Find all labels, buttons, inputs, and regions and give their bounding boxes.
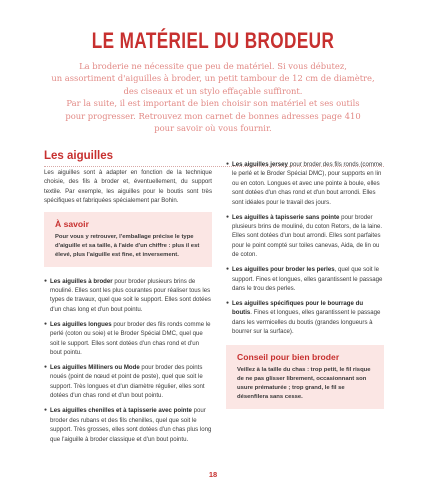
right-column <box>226 160 384 419</box>
section-intro-text: Les aiguilles sont à adapter en fonction de la technique choisie, des fils à broder et, éventuellement, du support textile. Par exemple, les aiguilles pour le boutis sont très spécifiques et fabriquées spécialement par Bohin. <box>44 169 212 205</box>
list-item <box>44 406 212 444</box>
item-term: Les aiguilles longues <box>50 320 112 328</box>
bullet-icon: ● <box>226 161 230 167</box>
note-a-savoir <box>44 212 212 267</box>
intro-paragraph <box>48 60 378 134</box>
intro-line: des ciseaux et un stylo effaçable suffiront. <box>123 85 303 96</box>
item-text: pour broder plusieurs brins de mouliné, du coton Retors, de la laine. Elles sont dotées d'un bout arrondi. Elles sont parfaites pour le point compté sur toiles canevas, Aida, de lin ou de coton. <box>232 213 383 259</box>
note-title: À savoir <box>55 218 89 229</box>
intro-line: pour progresser. Retrouvez mon carnet de bonnes adresses page 410 <box>65 110 361 121</box>
bullet-icon: ● <box>226 266 230 273</box>
list-item <box>44 277 212 315</box>
note-title: Conseil pour bien broder <box>237 351 340 362</box>
item-text: pour broder des points noués (point de nœud et point de poste), quel que soit le support. Très longues et d'un diamètre régulier, elles sont dotées d'un chas rond et d'un bout pointu. <box>50 364 205 400</box>
page-title: LE MATÉRIEL DU BRODEUR <box>91 28 335 53</box>
item-text: pour broder des fils ronds (comme le perlé et le Broder Spécial DMC), pour supports en lin ou en coton. Longues et avec une pointe à boule, elles sont dotées d'un chas rond et d'un bout arrondi. Elles sont idéales pour le travail des jours. <box>232 161 383 206</box>
bullet-icon: ● <box>44 277 48 284</box>
item-text: pour broder plusieurs brins de mouliné. Elles sont les plus courantes pour réaliser tous les types de travaux, quel que soit le support. Elles sont dotées d'un chas long et d'un bout pointu. <box>50 277 211 313</box>
intro-line: Par la suite, il est important de bien choisir son matériel et ses outils <box>66 98 360 109</box>
intro-line: pour savoir où vous fournir. <box>154 123 272 134</box>
item-text: . Fines et longues, elles garantissent le passage dans les vermicelles du boutis (grandes longueurs à bourrer sur la surface). <box>232 309 381 336</box>
bullet-icon: ● <box>226 300 230 307</box>
left-column <box>44 168 212 450</box>
list-item <box>44 320 212 358</box>
item-text: , quel que soit le support. Fines et longues, elles garantissent le passage dans le trou des perles. <box>232 266 383 293</box>
section-title: Les aiguilles <box>44 150 114 162</box>
item-term: Les aiguilles jersey <box>232 161 288 168</box>
bullet-icon: ● <box>44 320 48 327</box>
item-term: Les aiguilles à tapisserie sans pointe <box>232 213 340 221</box>
list-item <box>44 363 212 401</box>
note-conseil <box>226 345 384 409</box>
item-text: pour broder des rubans et des fils chenilles, quel que soit le support. Très grosses, elles sont dotées d'un chas plus long que l'aiguille à broder classique et d'un bout pointu. <box>50 407 212 443</box>
page-number: 18 <box>208 470 218 479</box>
item-term: Les aiguilles Milliners ou Mode <box>50 364 140 372</box>
note-text: Veillez à la taille du chas : trop petit, le fil risque de ne pas glisser librement, occasionnant son usure prématurée ; trop grand, le fil se désenfilera sans cesse. <box>237 366 371 400</box>
list-item <box>226 160 384 207</box>
bullet-icon: ● <box>44 407 48 414</box>
bullet-icon: ● <box>44 364 48 371</box>
note-text: Pour vous y retrouver, l'emballage précise le type d'aiguille et sa taille, à l'aide d'un chiffre : plus il est élevé, plus l'aiguille est fine, et inversement. <box>55 233 200 258</box>
item-text: pour broder des fils ronds comme le perlé (coton ou soie) et le Broder Spécial DMC, quel que soit le support. Elles sont dotées d'un chas rond et d'un bout pointu. <box>50 320 211 357</box>
intro-line: La broderie ne nécessite que peu de matériel. Si vous débutez, <box>79 61 347 71</box>
list-item <box>226 299 384 337</box>
item-term: Les aiguilles chenilles et à tapisserie avec pointe <box>50 407 192 415</box>
list-item <box>226 265 384 293</box>
item-term: Les aiguilles spécifiques pour le bourrage du boutis <box>232 300 364 317</box>
item-term: Les aiguilles pour broder les perles <box>232 266 335 274</box>
list-item <box>226 213 384 260</box>
intro-line: un assortiment d'aiguilles à broder, un petit tambour de 12 cm de diamètre, <box>51 73 375 84</box>
bullet-icon: ● <box>226 213 230 220</box>
item-term: Les aiguilles à broder <box>50 277 113 285</box>
